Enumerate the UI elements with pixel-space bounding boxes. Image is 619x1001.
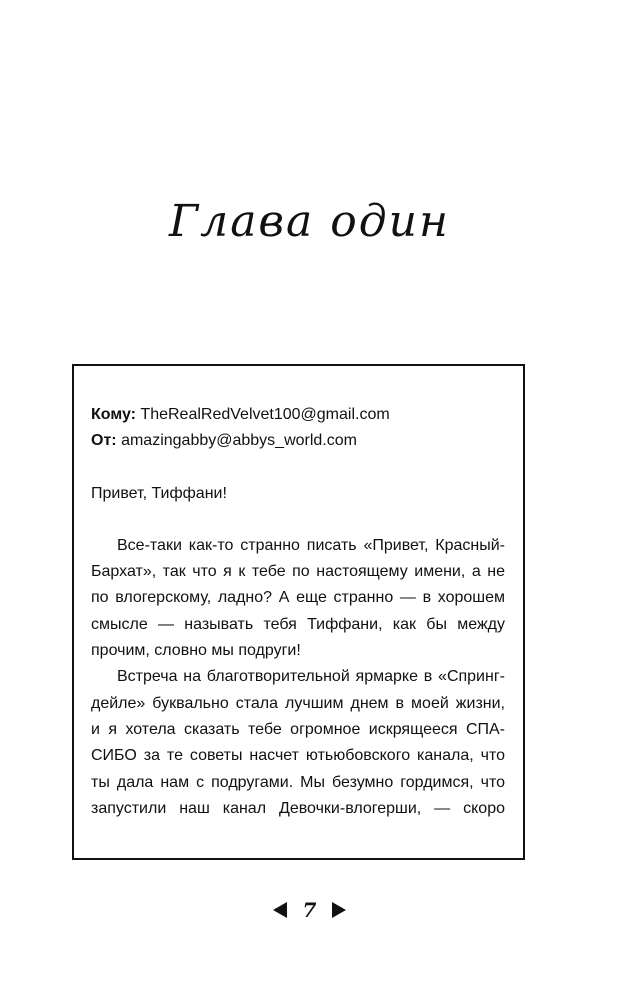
paragraph-line: дейле» буквально стала лучшим днем в моей жизни, (91, 694, 505, 712)
paragraph-line: ты дала нам с подругами. Мы безумно гордимся, что (91, 773, 505, 791)
paragraph-line: Бархат», так что я к тебе по настоящему имени, а не (91, 563, 505, 581)
triangle-left-icon (273, 902, 287, 918)
triangle-right-icon (332, 902, 346, 918)
paragraph-line: СИБО за те советы насчет ютьюбовского канала, что (91, 747, 505, 765)
paragraph-line: запустили наш канал Девочки-влогерши, — скоро (91, 799, 505, 817)
email-to-label: Кому: (91, 406, 136, 423)
email-from-label: От: (91, 432, 117, 450)
paragraph-line: прочим, словно мы подруги! (91, 642, 301, 660)
paragraph-line: Встреча на благотворительной ярмарке в «Спринг- (117, 668, 505, 686)
paragraph-line: по влогерскому, ладно? А еще странно — в хорошем (91, 589, 505, 607)
paragraph-line: и я хотела сказать тебе огромное искрящееся СПА- (91, 720, 505, 738)
page-number: 7 (302, 898, 317, 922)
paragraph-line: Все-таки как-то странно писать «Привет, Красный- (117, 536, 505, 554)
email-greeting: Привет, Тиффани! (91, 484, 227, 502)
email-content (91, 402, 505, 822)
page-pager (0, 895, 619, 925)
email-paragraph-2 (91, 664, 505, 822)
chapter-title: Глава один (169, 196, 450, 247)
email-letter-box (72, 364, 525, 860)
email-from-line (91, 428, 505, 454)
email-to-line (91, 402, 505, 428)
email-from-value: amazingabby@abbys_world.com (121, 432, 357, 450)
email-to-value: TheRealRedVelvet100@gmail.com (140, 406, 390, 423)
paragraph-line: смысле — называть тебя Тиффани, как бы между (91, 615, 505, 633)
email-paragraph-1 (91, 533, 505, 664)
